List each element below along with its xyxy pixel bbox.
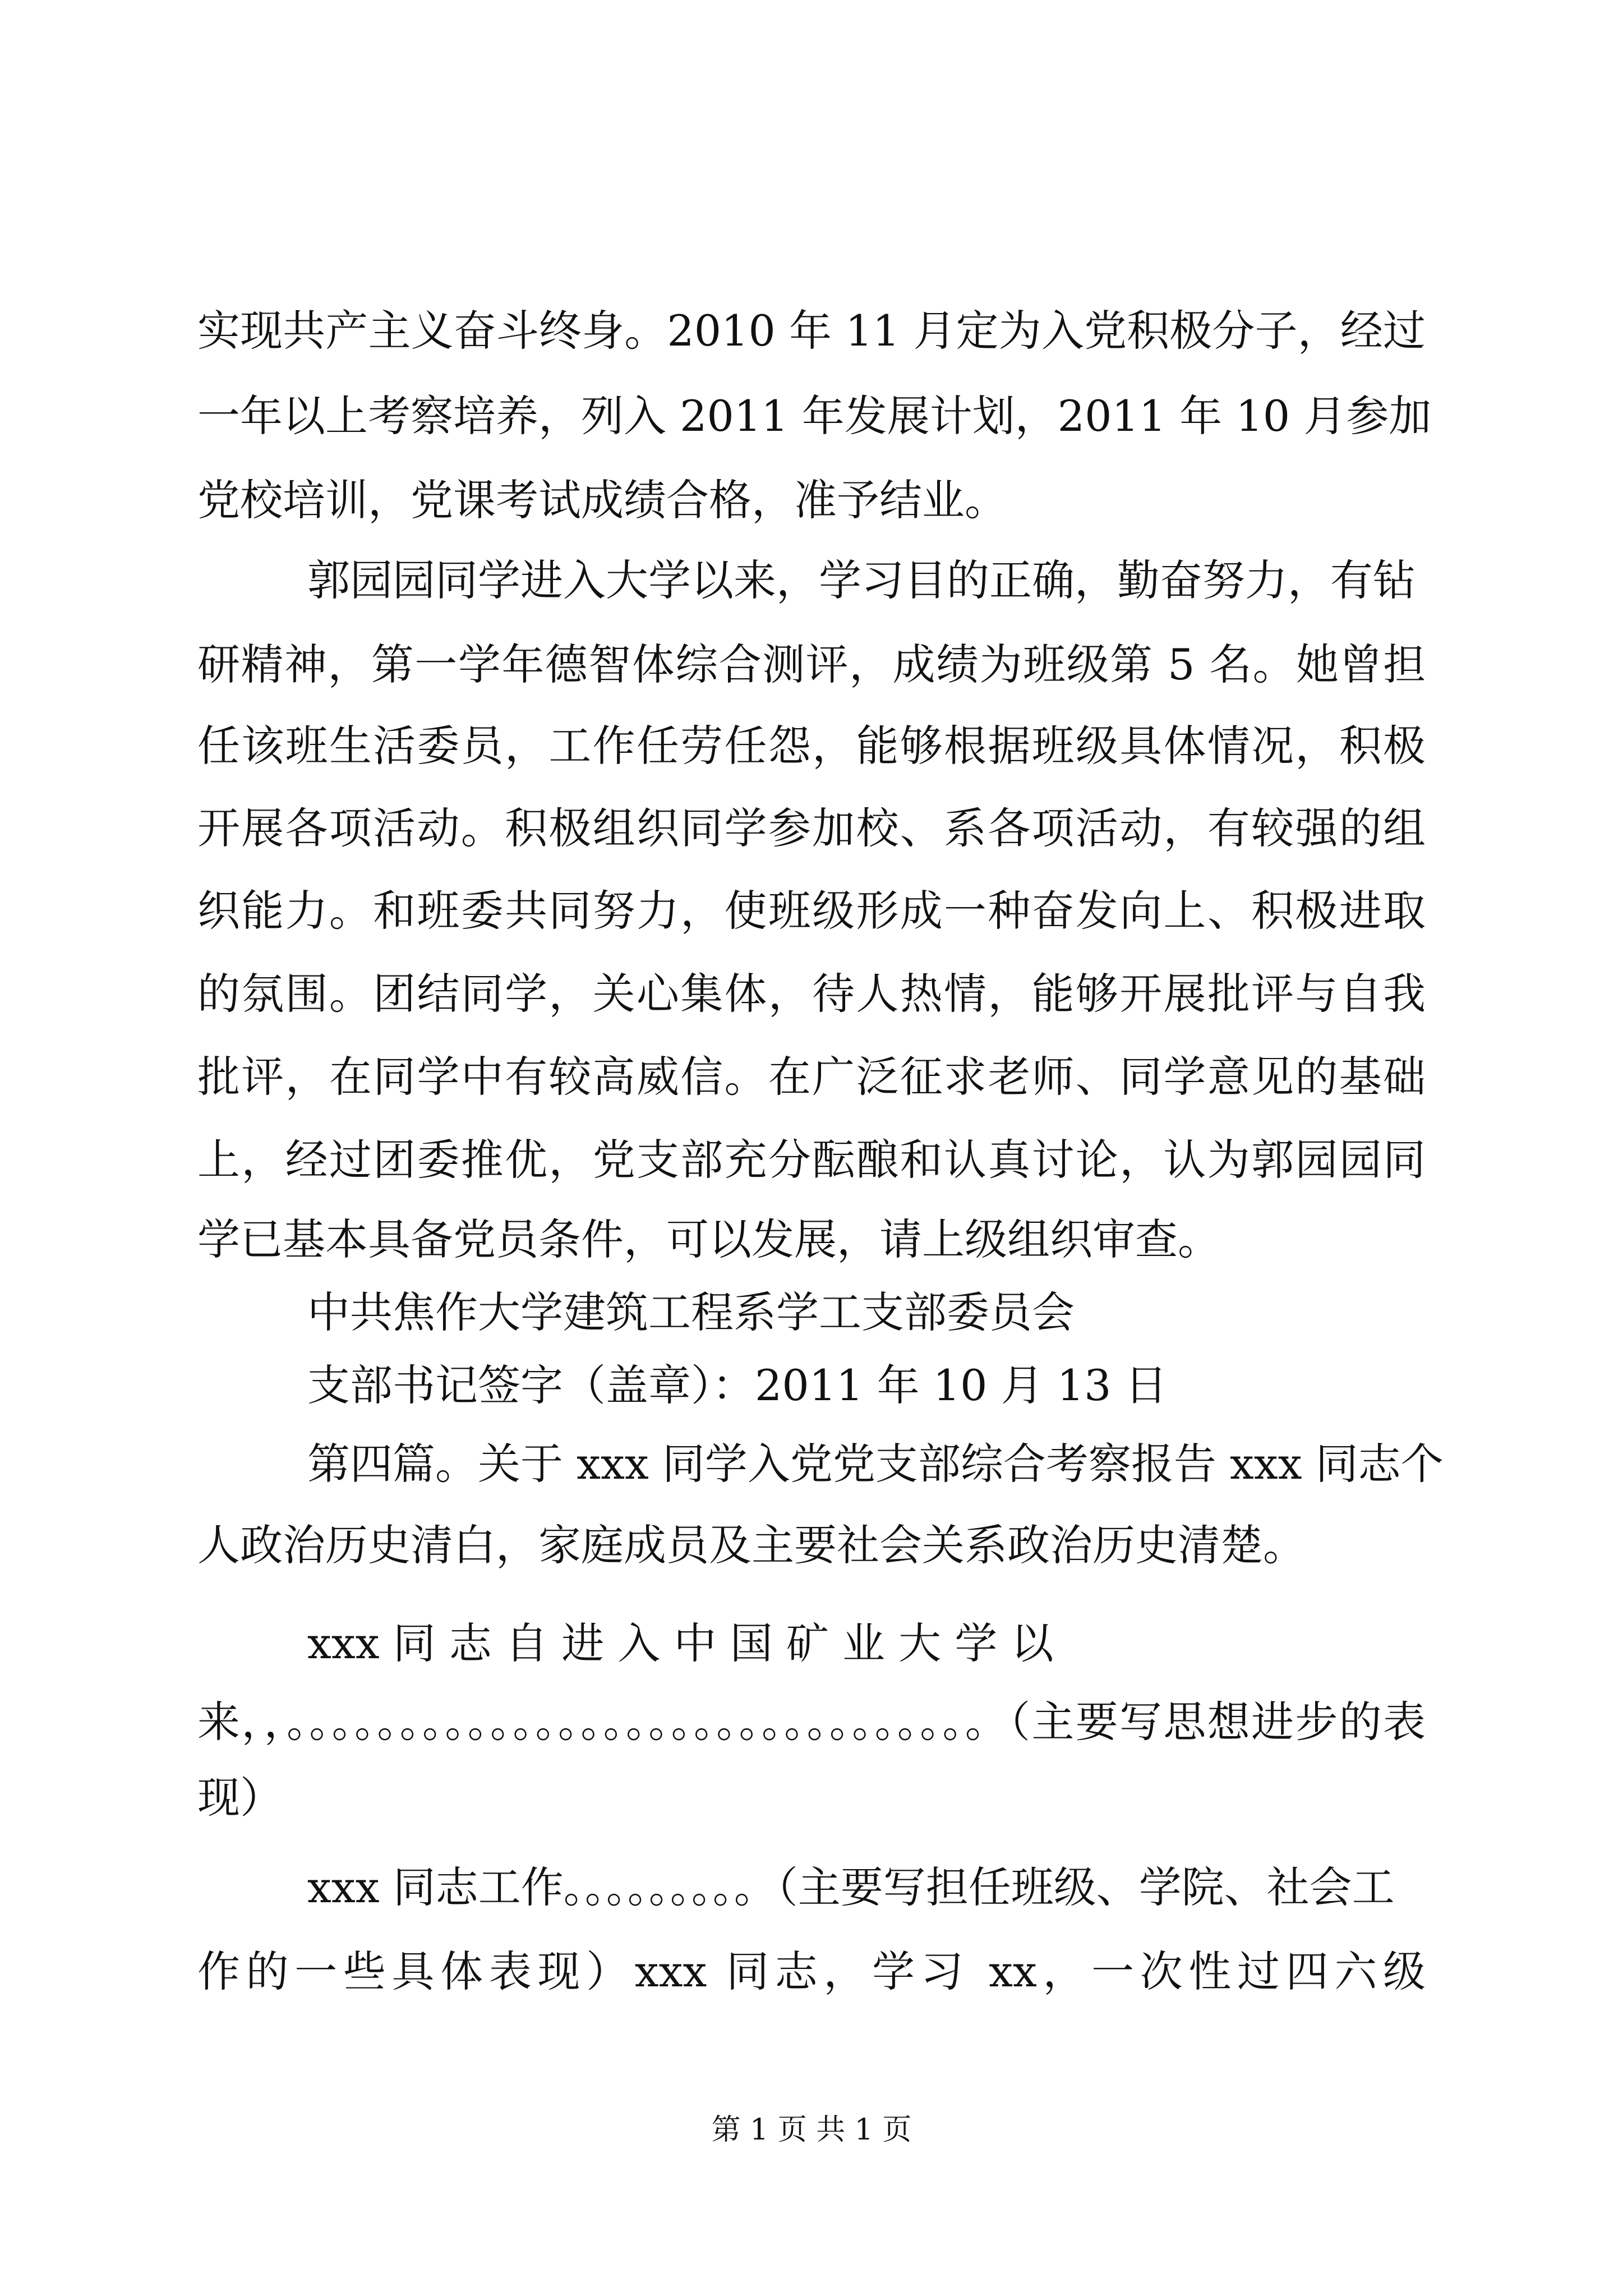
body-line: xxx 同 志 自 进 入 中 国 矿 业 大 学 以	[307, 1618, 1054, 1668]
body-line: 研精神，第一学年德智体综合测评，成绩为班级第 5 名。她曾担	[197, 639, 1426, 689]
page-number-footer: 第 1 页 共 1 页	[711, 2113, 912, 2147]
body-line: 织能力。和班委共同努力，使班级形成一种奋发向上、积极进取	[197, 886, 1426, 936]
body-line: 的氛围。团结同学，关心集体，待人热情，能够开展批评与自我	[197, 969, 1426, 1019]
body-line: 作的一些具体表现）xxx 同志，学习 xx，一次性过四六级	[197, 1947, 1426, 1996]
body-line: 一年以上考察培养，列入 2011 年发展计划，2011 年 10 月参加	[197, 391, 1432, 441]
body-line: 开展各项活动。积极组织同学参加校、系各项活动，有较强的组	[197, 803, 1426, 853]
body-line: 人政治历史清白，家庭成员及主要社会关系政治历史清楚。	[197, 1520, 1306, 1570]
body-line: 上，经过团委推优，党支部充分酝酿和认真讨论，认为郭园园同	[197, 1135, 1426, 1185]
body-line: 实现共产主义奋斗终身。2010 年 11 月定为入党积极分子，经过	[197, 306, 1426, 356]
body-line: xxx 同志工作。。。。。。。。。（主要写担任班级、学院、社会工	[307, 1862, 1395, 1912]
section-heading-line: 第四篇。关于 xxx 同学入党党支部综合考察报告 xxx 同志个	[307, 1439, 1444, 1489]
body-line: 现）	[197, 1773, 283, 1823]
body-line: 批评，在同学中有较高威信。在广泛征求老师、同学意见的基础	[197, 1052, 1426, 1102]
body-line: 党校培训，党课考试成绩合格，准予结业。	[197, 475, 1007, 525]
body-line: 来，，。。。。。。。。。。。。。。。。。。。。。。。。。。。。。。。（主要写思想进步的表	[197, 1697, 1426, 1747]
body-line: 任该班生活委员，工作任劳任怨，能够根据班级具体情况，积极	[197, 721, 1426, 771]
body-line: 郭园园同学进入大学以来，学习目的正确，勤奋努力，有钻	[307, 555, 1415, 605]
signature-date-line: 支部书记签字（盖章）：2011 年 10 月 13 日	[307, 1360, 1168, 1410]
body-line: 学已基本具备党员条件，可以发展，请上级组织审查。	[197, 1214, 1220, 1264]
committee-name: 中共焦作大学建筑工程系学工支部委员会	[307, 1287, 1075, 1337]
